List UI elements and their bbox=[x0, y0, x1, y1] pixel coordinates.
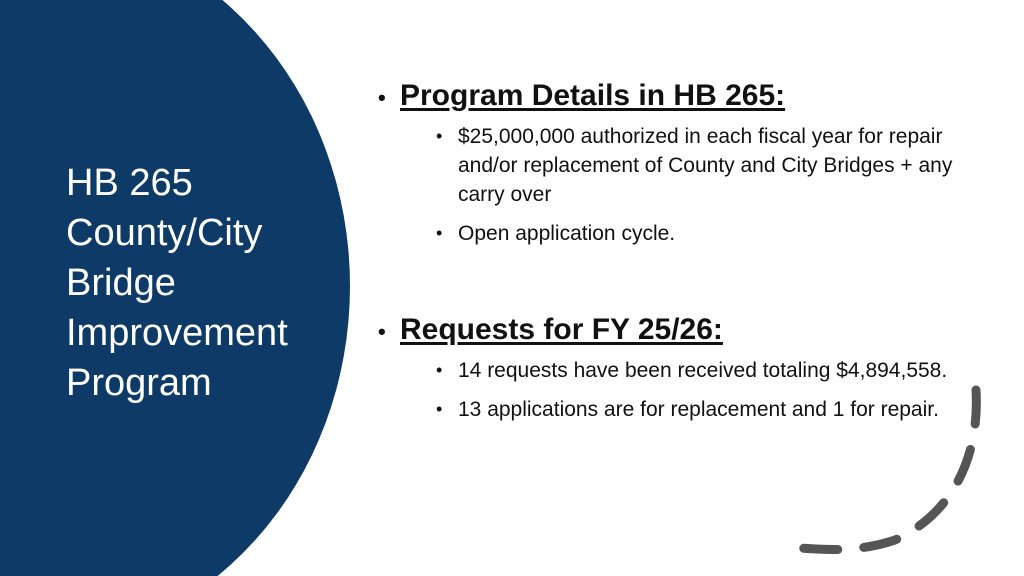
list-item-text: Open application cycle. bbox=[458, 222, 676, 245]
list-item bbox=[434, 122, 968, 209]
bullet-icon: • bbox=[378, 319, 386, 344]
list-item bbox=[434, 219, 968, 248]
title-line: HB 265 bbox=[66, 162, 193, 204]
title-line: Improvement bbox=[66, 312, 288, 354]
list-item-text: $25,000,000 authorized in each fiscal year for repair and/or replacement of County and City Bridges + any carry over bbox=[458, 125, 953, 206]
title-line: Bridge bbox=[66, 262, 176, 304]
section-heading bbox=[378, 310, 968, 352]
section-heading-text: Program Details in HB 265: bbox=[400, 79, 786, 112]
title-line: County/City bbox=[66, 212, 263, 254]
bullet-icon: • bbox=[436, 360, 443, 380]
title-line: Program bbox=[66, 362, 212, 404]
bullet-icon: • bbox=[436, 223, 443, 243]
section-program-details bbox=[378, 76, 968, 248]
dashed-curve-path bbox=[800, 390, 976, 550]
section-heading-text: Requests for FY 25/26: bbox=[400, 313, 723, 346]
section-heading bbox=[378, 76, 968, 118]
bullet-icon: • bbox=[436, 126, 443, 146]
bullet-icon: • bbox=[378, 85, 386, 110]
dashed-curve-decoration bbox=[780, 380, 1000, 570]
bullet-list bbox=[434, 122, 968, 248]
bullet-icon: • bbox=[436, 399, 443, 419]
list-item-text: 14 requests have been received totaling $4,894,558. bbox=[458, 359, 948, 382]
list-item-text: 13 applications are for replacement and 1 for repair. bbox=[458, 398, 939, 421]
slide-title bbox=[66, 158, 346, 408]
